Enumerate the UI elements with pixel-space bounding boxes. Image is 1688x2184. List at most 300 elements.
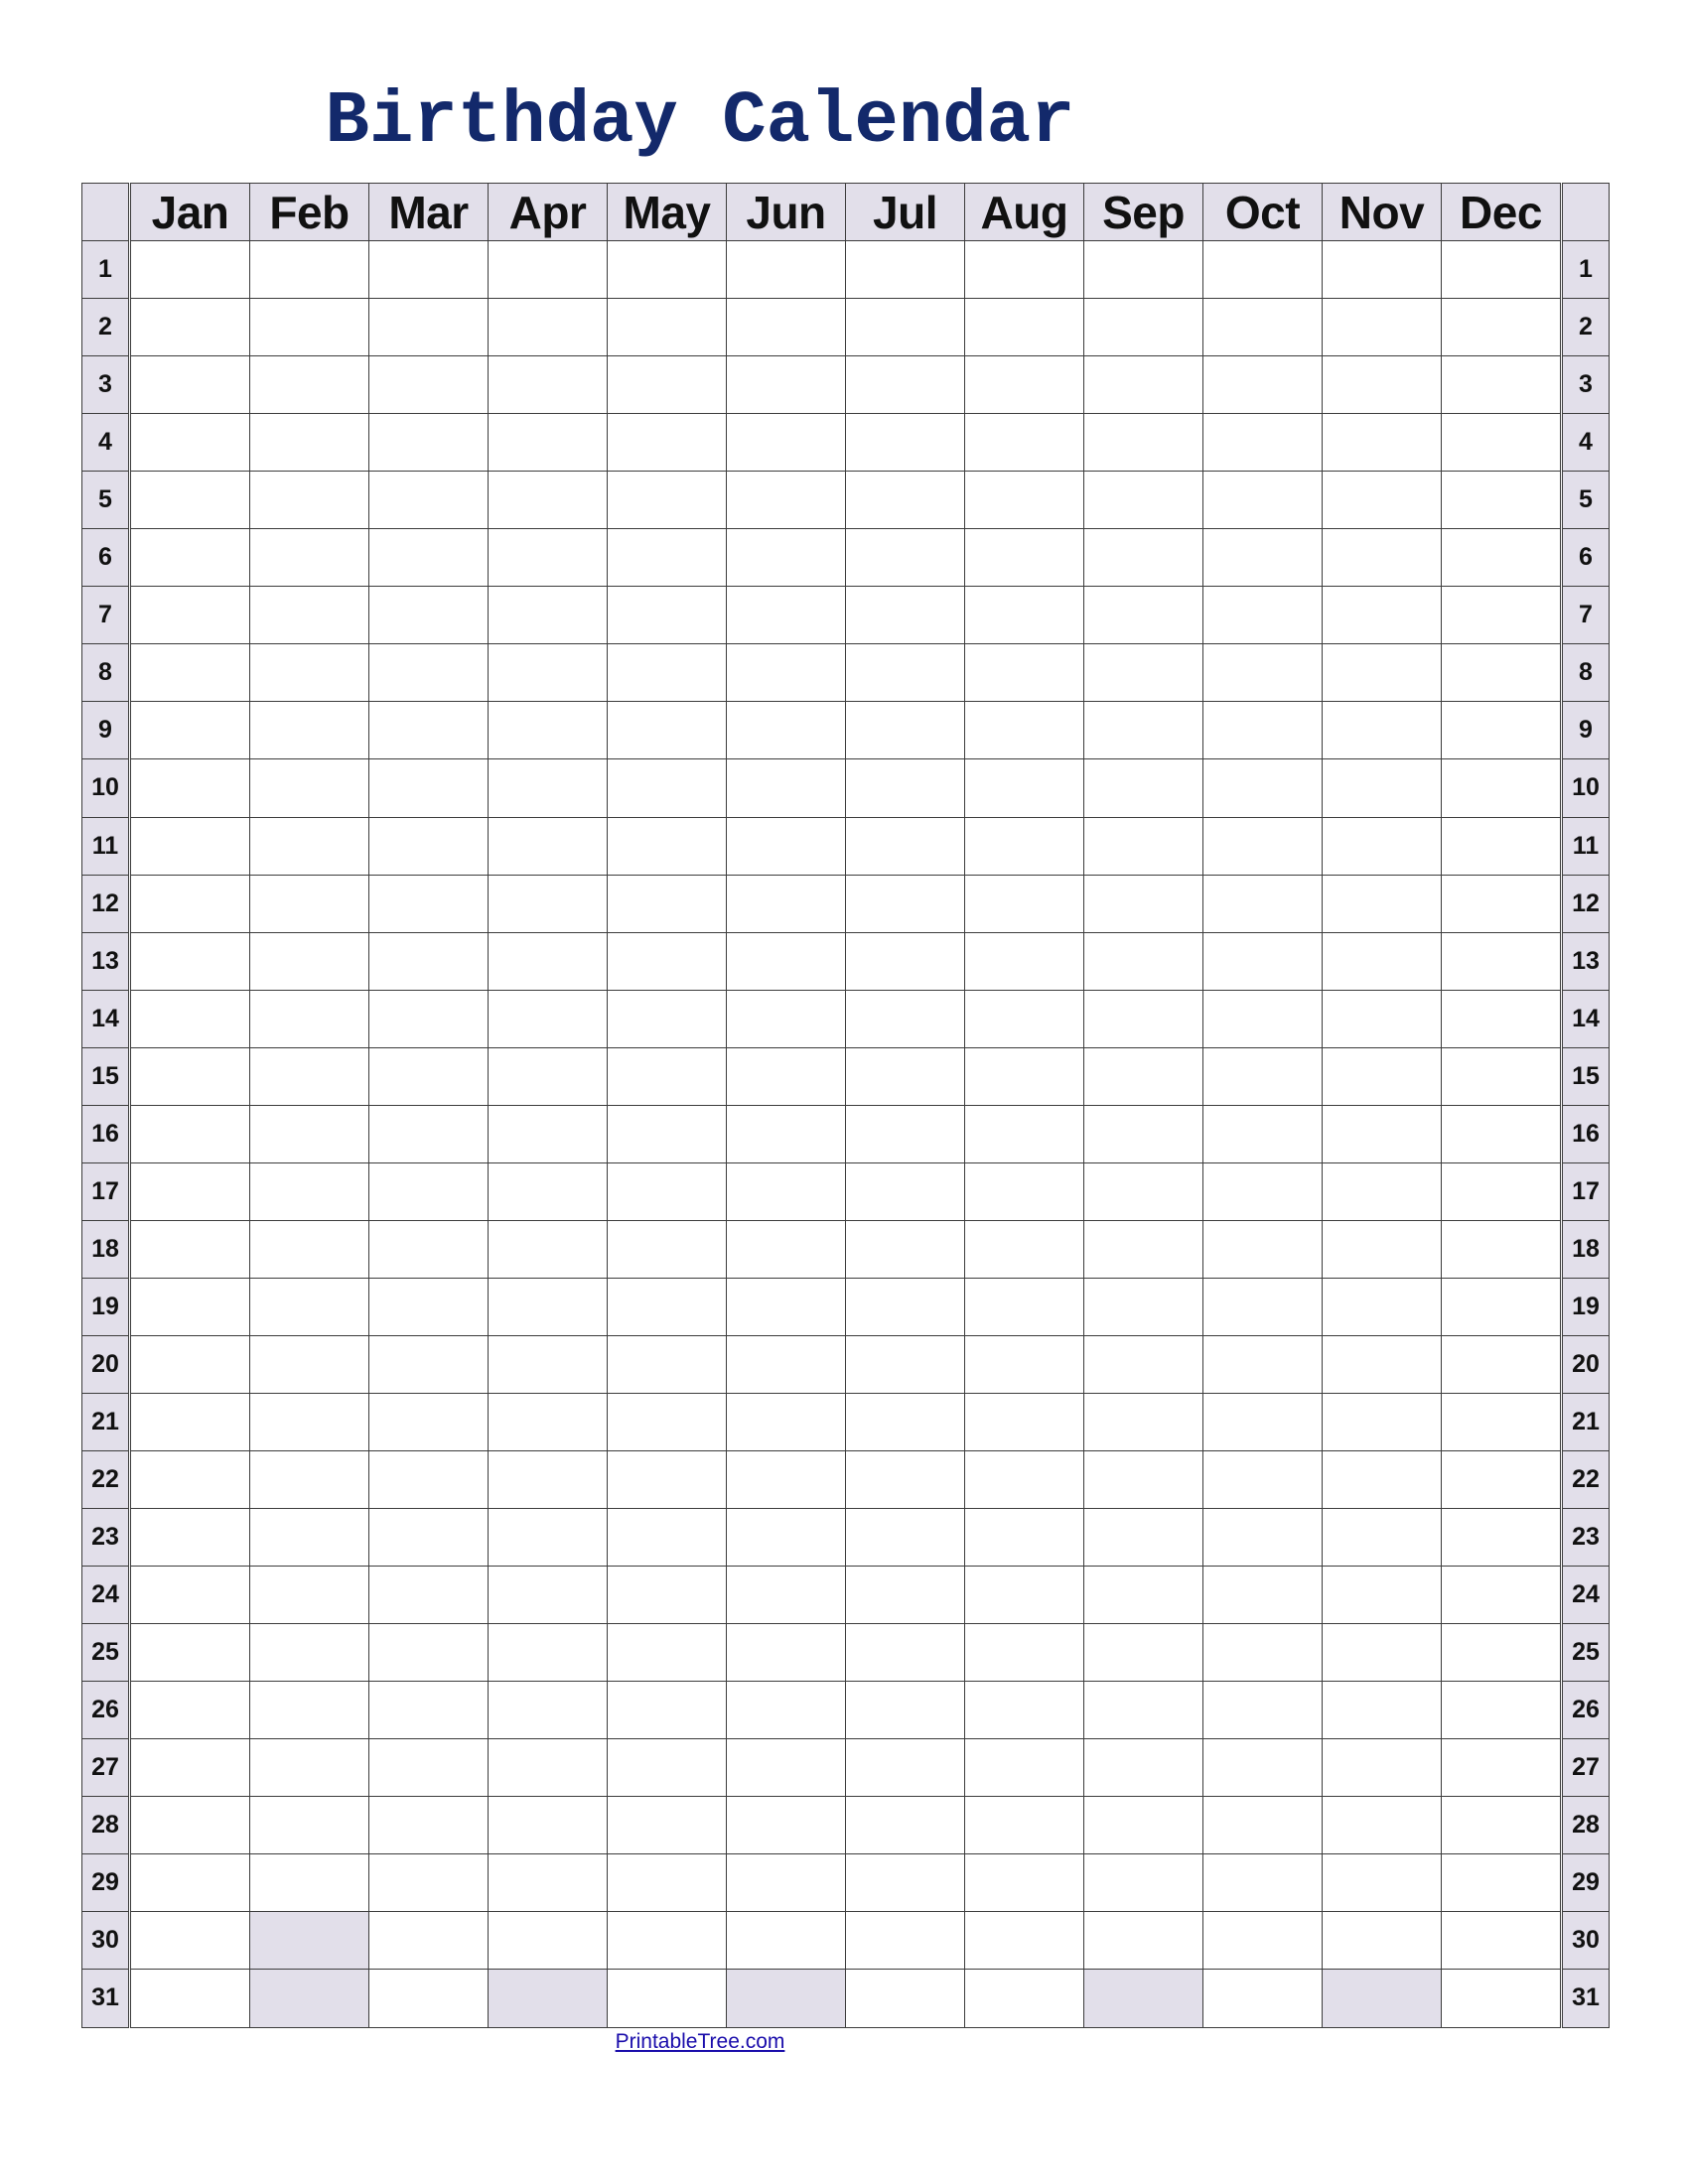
birthday-entry-cell[interactable] bbox=[369, 529, 489, 587]
birthday-entry-cell[interactable] bbox=[250, 1451, 369, 1509]
birthday-entry-cell[interactable] bbox=[1084, 1162, 1203, 1220]
birthday-entry-cell[interactable] bbox=[1323, 1624, 1442, 1682]
birthday-entry-cell[interactable] bbox=[727, 356, 846, 414]
birthday-entry-cell[interactable] bbox=[250, 1162, 369, 1220]
birthday-entry-cell[interactable] bbox=[965, 817, 1084, 875]
birthday-entry-cell[interactable] bbox=[369, 1912, 489, 1970]
birthday-entry-cell[interactable] bbox=[1203, 1509, 1323, 1567]
birthday-entry-cell[interactable] bbox=[846, 1278, 965, 1335]
birthday-entry-cell[interactable] bbox=[1084, 241, 1203, 299]
birthday-entry-cell[interactable] bbox=[250, 1624, 369, 1682]
birthday-entry-cell[interactable] bbox=[1442, 990, 1561, 1047]
birthday-entry-cell[interactable] bbox=[846, 587, 965, 644]
birthday-entry-cell[interactable] bbox=[489, 759, 608, 817]
birthday-entry-cell[interactable] bbox=[131, 759, 250, 817]
birthday-entry-cell[interactable] bbox=[489, 299, 608, 356]
birthday-entry-cell[interactable] bbox=[489, 817, 608, 875]
birthday-entry-cell[interactable] bbox=[965, 1567, 1084, 1624]
birthday-entry-cell[interactable] bbox=[608, 1220, 727, 1278]
birthday-entry-cell[interactable] bbox=[846, 875, 965, 932]
birthday-entry-cell[interactable] bbox=[608, 702, 727, 759]
birthday-entry-cell[interactable] bbox=[369, 1105, 489, 1162]
birthday-entry-cell[interactable] bbox=[1084, 1335, 1203, 1393]
birthday-entry-cell[interactable] bbox=[1323, 1105, 1442, 1162]
birthday-entry-cell[interactable] bbox=[1203, 472, 1323, 529]
birthday-entry-cell[interactable] bbox=[369, 241, 489, 299]
birthday-entry-cell[interactable] bbox=[250, 875, 369, 932]
birthday-entry-cell[interactable] bbox=[1323, 356, 1442, 414]
birthday-entry-cell[interactable] bbox=[1442, 1451, 1561, 1509]
birthday-entry-cell[interactable] bbox=[369, 1567, 489, 1624]
birthday-entry-cell[interactable] bbox=[1442, 1105, 1561, 1162]
birthday-entry-cell[interactable] bbox=[1084, 990, 1203, 1047]
birthday-entry-cell[interactable] bbox=[131, 1278, 250, 1335]
birthday-entry-cell[interactable] bbox=[250, 1105, 369, 1162]
birthday-entry-cell[interactable] bbox=[965, 702, 1084, 759]
birthday-entry-cell[interactable] bbox=[250, 529, 369, 587]
birthday-entry-cell[interactable] bbox=[727, 1335, 846, 1393]
birthday-entry-cell[interactable] bbox=[1442, 299, 1561, 356]
birthday-entry-cell[interactable] bbox=[131, 414, 250, 472]
birthday-entry-cell[interactable] bbox=[250, 1797, 369, 1854]
birthday-entry-cell[interactable] bbox=[1323, 1854, 1442, 1912]
birthday-entry-cell[interactable] bbox=[727, 1912, 846, 1970]
birthday-entry-cell[interactable] bbox=[489, 414, 608, 472]
birthday-entry-cell[interactable] bbox=[965, 1797, 1084, 1854]
birthday-entry-cell[interactable] bbox=[131, 817, 250, 875]
birthday-entry-cell[interactable] bbox=[1084, 1624, 1203, 1682]
birthday-entry-cell[interactable] bbox=[369, 1854, 489, 1912]
birthday-entry-cell[interactable] bbox=[727, 1567, 846, 1624]
birthday-entry-cell[interactable] bbox=[727, 817, 846, 875]
birthday-entry-cell[interactable] bbox=[727, 1393, 846, 1450]
birthday-entry-cell[interactable] bbox=[1442, 1393, 1561, 1450]
birthday-entry-cell[interactable] bbox=[608, 1797, 727, 1854]
birthday-entry-cell[interactable] bbox=[846, 1970, 965, 2027]
birthday-entry-cell[interactable] bbox=[489, 1105, 608, 1162]
birthday-entry-cell[interactable] bbox=[1323, 875, 1442, 932]
birthday-entry-cell[interactable] bbox=[1442, 1970, 1561, 2027]
birthday-entry-cell[interactable] bbox=[1442, 932, 1561, 990]
birthday-entry-cell[interactable] bbox=[1203, 1278, 1323, 1335]
birthday-entry-cell[interactable] bbox=[608, 817, 727, 875]
birthday-entry-cell[interactable] bbox=[608, 414, 727, 472]
birthday-entry-cell[interactable] bbox=[1084, 414, 1203, 472]
birthday-entry-cell[interactable] bbox=[1442, 1854, 1561, 1912]
birthday-entry-cell[interactable] bbox=[131, 529, 250, 587]
birthday-entry-cell[interactable] bbox=[1203, 1220, 1323, 1278]
birthday-entry-cell[interactable] bbox=[608, 1739, 727, 1797]
birthday-entry-cell[interactable] bbox=[1323, 990, 1442, 1047]
birthday-entry-cell[interactable] bbox=[250, 1335, 369, 1393]
birthday-entry-cell[interactable] bbox=[489, 1162, 608, 1220]
birthday-entry-cell[interactable] bbox=[489, 1854, 608, 1912]
birthday-entry-cell[interactable] bbox=[369, 990, 489, 1047]
birthday-entry-cell[interactable] bbox=[965, 356, 1084, 414]
birthday-entry-cell[interactable] bbox=[1203, 414, 1323, 472]
birthday-entry-cell[interactable] bbox=[846, 529, 965, 587]
birthday-entry-cell[interactable] bbox=[1203, 356, 1323, 414]
birthday-entry-cell[interactable] bbox=[1442, 1624, 1561, 1682]
birthday-entry-cell[interactable] bbox=[1323, 414, 1442, 472]
birthday-entry-cell[interactable] bbox=[608, 1047, 727, 1105]
birthday-entry-cell[interactable] bbox=[727, 1162, 846, 1220]
birthday-entry-cell[interactable] bbox=[1084, 1220, 1203, 1278]
birthday-entry-cell[interactable] bbox=[1203, 759, 1323, 817]
birthday-entry-cell[interactable] bbox=[250, 1278, 369, 1335]
birthday-entry-cell[interactable] bbox=[1084, 1509, 1203, 1567]
birthday-entry-cell[interactable] bbox=[727, 1047, 846, 1105]
birthday-entry-cell[interactable] bbox=[1084, 1451, 1203, 1509]
birthday-entry-cell[interactable] bbox=[489, 1912, 608, 1970]
birthday-entry-cell[interactable] bbox=[1442, 1797, 1561, 1854]
birthday-entry-cell[interactable] bbox=[965, 1624, 1084, 1682]
birthday-entry-cell[interactable] bbox=[1203, 1682, 1323, 1739]
birthday-entry-cell[interactable] bbox=[369, 932, 489, 990]
birthday-entry-cell[interactable] bbox=[1203, 299, 1323, 356]
birthday-entry-cell[interactable] bbox=[131, 1451, 250, 1509]
birthday-entry-cell[interactable] bbox=[1442, 1047, 1561, 1105]
birthday-entry-cell[interactable] bbox=[727, 241, 846, 299]
birthday-entry-cell[interactable] bbox=[846, 1797, 965, 1854]
birthday-entry-cell[interactable] bbox=[131, 932, 250, 990]
birthday-entry-cell[interactable] bbox=[131, 1047, 250, 1105]
birthday-entry-cell[interactable] bbox=[965, 1970, 1084, 2027]
birthday-entry-cell[interactable] bbox=[846, 241, 965, 299]
birthday-entry-cell[interactable] bbox=[1323, 644, 1442, 702]
birthday-entry-cell[interactable] bbox=[846, 1854, 965, 1912]
birthday-entry-cell[interactable] bbox=[131, 587, 250, 644]
birthday-entry-cell[interactable] bbox=[131, 1912, 250, 1970]
birthday-entry-cell[interactable] bbox=[727, 472, 846, 529]
birthday-entry-cell[interactable] bbox=[1084, 875, 1203, 932]
birthday-entry-cell[interactable] bbox=[846, 472, 965, 529]
birthday-entry-cell[interactable] bbox=[727, 1739, 846, 1797]
birthday-entry-cell[interactable] bbox=[1203, 1393, 1323, 1450]
birthday-entry-cell[interactable] bbox=[489, 356, 608, 414]
birthday-entry-cell[interactable] bbox=[965, 1278, 1084, 1335]
birthday-entry-cell[interactable] bbox=[369, 1393, 489, 1450]
birthday-entry-cell[interactable] bbox=[250, 1509, 369, 1567]
birthday-entry-cell[interactable] bbox=[1203, 529, 1323, 587]
birthday-entry-cell[interactable] bbox=[1323, 1220, 1442, 1278]
birthday-entry-cell[interactable] bbox=[1323, 702, 1442, 759]
birthday-entry-cell[interactable] bbox=[1323, 1162, 1442, 1220]
birthday-entry-cell[interactable] bbox=[1084, 1854, 1203, 1912]
birthday-entry-cell[interactable] bbox=[489, 1451, 608, 1509]
birthday-entry-cell[interactable] bbox=[489, 1278, 608, 1335]
birthday-entry-cell[interactable] bbox=[131, 1682, 250, 1739]
birthday-entry-cell[interactable] bbox=[1323, 1567, 1442, 1624]
birthday-entry-cell[interactable] bbox=[489, 875, 608, 932]
birthday-entry-cell[interactable] bbox=[1442, 1509, 1561, 1567]
birthday-entry-cell[interactable] bbox=[1084, 472, 1203, 529]
birthday-entry-cell[interactable] bbox=[965, 1393, 1084, 1450]
birthday-entry-cell[interactable] bbox=[1323, 472, 1442, 529]
birthday-entry-cell[interactable] bbox=[1084, 932, 1203, 990]
birthday-entry-cell[interactable] bbox=[965, 299, 1084, 356]
birthday-entry-cell[interactable] bbox=[1203, 587, 1323, 644]
birthday-entry-cell[interactable] bbox=[489, 1509, 608, 1567]
birthday-entry-cell[interactable] bbox=[608, 472, 727, 529]
birthday-entry-cell[interactable] bbox=[965, 529, 1084, 587]
birthday-entry-cell[interactable] bbox=[369, 587, 489, 644]
birthday-entry-cell[interactable] bbox=[1323, 1739, 1442, 1797]
birthday-entry-cell[interactable] bbox=[250, 702, 369, 759]
birthday-entry-cell[interactable] bbox=[1203, 702, 1323, 759]
birthday-entry-cell[interactable] bbox=[1084, 529, 1203, 587]
birthday-entry-cell[interactable] bbox=[727, 299, 846, 356]
birthday-entry-cell[interactable] bbox=[250, 587, 369, 644]
birthday-entry-cell[interactable] bbox=[846, 299, 965, 356]
birthday-entry-cell[interactable] bbox=[1203, 1162, 1323, 1220]
birthday-entry-cell[interactable] bbox=[1084, 1278, 1203, 1335]
birthday-entry-cell[interactable] bbox=[489, 1739, 608, 1797]
birthday-entry-cell[interactable] bbox=[250, 1739, 369, 1797]
birthday-entry-cell[interactable] bbox=[608, 1567, 727, 1624]
birthday-entry-cell[interactable] bbox=[1442, 702, 1561, 759]
birthday-entry-cell[interactable] bbox=[1323, 1912, 1442, 1970]
birthday-entry-cell[interactable] bbox=[250, 644, 369, 702]
birthday-entry-cell[interactable] bbox=[846, 1220, 965, 1278]
birthday-entry-cell[interactable] bbox=[608, 1105, 727, 1162]
birthday-entry-cell[interactable] bbox=[846, 1047, 965, 1105]
birthday-entry-cell[interactable] bbox=[369, 1278, 489, 1335]
birthday-entry-cell[interactable] bbox=[1203, 875, 1323, 932]
birthday-entry-cell[interactable] bbox=[846, 1451, 965, 1509]
birthday-entry-cell[interactable] bbox=[1442, 1162, 1561, 1220]
birthday-entry-cell[interactable] bbox=[846, 1624, 965, 1682]
birthday-entry-cell[interactable] bbox=[1442, 587, 1561, 644]
birthday-entry-cell[interactable] bbox=[965, 759, 1084, 817]
birthday-entry-cell[interactable] bbox=[965, 1509, 1084, 1567]
birthday-entry-cell[interactable] bbox=[608, 1970, 727, 2027]
birthday-entry-cell[interactable] bbox=[727, 1624, 846, 1682]
birthday-entry-cell[interactable] bbox=[1084, 356, 1203, 414]
birthday-entry-cell[interactable] bbox=[131, 241, 250, 299]
birthday-entry-cell[interactable] bbox=[1323, 1393, 1442, 1450]
birthday-entry-cell[interactable] bbox=[1203, 1451, 1323, 1509]
birthday-entry-cell[interactable] bbox=[1323, 1335, 1442, 1393]
birthday-entry-cell[interactable] bbox=[965, 1451, 1084, 1509]
birthday-entry-cell[interactable] bbox=[965, 1854, 1084, 1912]
birthday-entry-cell[interactable] bbox=[727, 1451, 846, 1509]
birthday-entry-cell[interactable] bbox=[608, 241, 727, 299]
birthday-entry-cell[interactable] bbox=[369, 875, 489, 932]
birthday-entry-cell[interactable] bbox=[1323, 932, 1442, 990]
birthday-entry-cell[interactable] bbox=[1084, 702, 1203, 759]
birthday-entry-cell[interactable] bbox=[846, 817, 965, 875]
birthday-entry-cell[interactable] bbox=[727, 644, 846, 702]
birthday-entry-cell[interactable] bbox=[965, 1105, 1084, 1162]
birthday-entry-cell[interactable] bbox=[1442, 356, 1561, 414]
birthday-entry-cell[interactable] bbox=[965, 241, 1084, 299]
birthday-entry-cell[interactable] bbox=[1323, 241, 1442, 299]
birthday-entry-cell[interactable] bbox=[1084, 1567, 1203, 1624]
birthday-entry-cell[interactable] bbox=[1323, 1797, 1442, 1854]
birthday-entry-cell[interactable] bbox=[1203, 1739, 1323, 1797]
birthday-entry-cell[interactable] bbox=[608, 1451, 727, 1509]
birthday-entry-cell[interactable] bbox=[489, 1220, 608, 1278]
birthday-entry-cell[interactable] bbox=[369, 356, 489, 414]
birthday-entry-cell[interactable] bbox=[1323, 817, 1442, 875]
birthday-entry-cell[interactable] bbox=[1084, 1393, 1203, 1450]
birthday-entry-cell[interactable] bbox=[1442, 875, 1561, 932]
birthday-entry-cell[interactable] bbox=[250, 1567, 369, 1624]
birthday-entry-cell[interactable] bbox=[1442, 472, 1561, 529]
birthday-entry-cell[interactable] bbox=[1084, 644, 1203, 702]
birthday-entry-cell[interactable] bbox=[489, 1624, 608, 1682]
birthday-entry-cell[interactable] bbox=[727, 932, 846, 990]
birthday-entry-cell[interactable] bbox=[131, 299, 250, 356]
birthday-entry-cell[interactable] bbox=[846, 1162, 965, 1220]
birthday-entry-cell[interactable] bbox=[1323, 529, 1442, 587]
birthday-entry-cell[interactable] bbox=[369, 414, 489, 472]
birthday-entry-cell[interactable] bbox=[131, 1739, 250, 1797]
birthday-entry-cell[interactable] bbox=[608, 1509, 727, 1567]
birthday-entry-cell[interactable] bbox=[1084, 1739, 1203, 1797]
birthday-entry-cell[interactable] bbox=[1203, 1854, 1323, 1912]
birthday-entry-cell[interactable] bbox=[489, 1797, 608, 1854]
birthday-entry-cell[interactable] bbox=[846, 1739, 965, 1797]
birthday-entry-cell[interactable] bbox=[846, 990, 965, 1047]
birthday-entry-cell[interactable] bbox=[965, 1162, 1084, 1220]
birthday-entry-cell[interactable] bbox=[1442, 529, 1561, 587]
birthday-entry-cell[interactable] bbox=[965, 1220, 1084, 1278]
birthday-entry-cell[interactable] bbox=[1084, 1912, 1203, 1970]
birthday-entry-cell[interactable] bbox=[608, 1912, 727, 1970]
birthday-entry-cell[interactable] bbox=[131, 1624, 250, 1682]
birthday-entry-cell[interactable] bbox=[131, 472, 250, 529]
birthday-entry-cell[interactable] bbox=[846, 932, 965, 990]
birthday-entry-cell[interactable] bbox=[608, 990, 727, 1047]
birthday-entry-cell[interactable] bbox=[1084, 1797, 1203, 1854]
birthday-entry-cell[interactable] bbox=[727, 1220, 846, 1278]
birthday-entry-cell[interactable] bbox=[369, 1739, 489, 1797]
birthday-entry-cell[interactable] bbox=[250, 1220, 369, 1278]
birthday-entry-cell[interactable] bbox=[369, 1682, 489, 1739]
birthday-entry-cell[interactable] bbox=[369, 817, 489, 875]
birthday-entry-cell[interactable] bbox=[250, 1854, 369, 1912]
birthday-entry-cell[interactable] bbox=[727, 1278, 846, 1335]
birthday-entry-cell[interactable] bbox=[131, 702, 250, 759]
birthday-entry-cell[interactable] bbox=[846, 1509, 965, 1567]
birthday-entry-cell[interactable] bbox=[1442, 644, 1561, 702]
birthday-entry-cell[interactable] bbox=[1442, 1567, 1561, 1624]
birthday-entry-cell[interactable] bbox=[369, 1335, 489, 1393]
birthday-entry-cell[interactable] bbox=[1203, 1912, 1323, 1970]
birthday-entry-cell[interactable] bbox=[131, 356, 250, 414]
birthday-entry-cell[interactable] bbox=[131, 1970, 250, 2027]
birthday-entry-cell[interactable] bbox=[131, 1162, 250, 1220]
birthday-entry-cell[interactable] bbox=[1323, 299, 1442, 356]
birthday-entry-cell[interactable] bbox=[369, 472, 489, 529]
birthday-entry-cell[interactable] bbox=[1203, 1047, 1323, 1105]
birthday-entry-cell[interactable] bbox=[608, 299, 727, 356]
birthday-entry-cell[interactable] bbox=[1323, 759, 1442, 817]
birthday-entry-cell[interactable] bbox=[489, 1393, 608, 1450]
birthday-entry-cell[interactable] bbox=[1442, 1739, 1561, 1797]
birthday-entry-cell[interactable] bbox=[131, 1335, 250, 1393]
birthday-entry-cell[interactable] bbox=[1323, 1278, 1442, 1335]
birthday-entry-cell[interactable] bbox=[608, 759, 727, 817]
birthday-entry-cell[interactable] bbox=[1323, 1047, 1442, 1105]
birthday-entry-cell[interactable] bbox=[489, 702, 608, 759]
birthday-entry-cell[interactable] bbox=[608, 356, 727, 414]
birthday-entry-cell[interactable] bbox=[250, 241, 369, 299]
birthday-entry-cell[interactable] bbox=[489, 472, 608, 529]
birthday-entry-cell[interactable] bbox=[1442, 759, 1561, 817]
birthday-entry-cell[interactable] bbox=[965, 1335, 1084, 1393]
birthday-entry-cell[interactable] bbox=[489, 1335, 608, 1393]
birthday-entry-cell[interactable] bbox=[369, 1162, 489, 1220]
birthday-entry-cell[interactable] bbox=[131, 1105, 250, 1162]
birthday-entry-cell[interactable] bbox=[1323, 1509, 1442, 1567]
birthday-entry-cell[interactable] bbox=[965, 932, 1084, 990]
birthday-entry-cell[interactable] bbox=[608, 1335, 727, 1393]
birthday-entry-cell[interactable] bbox=[1203, 1624, 1323, 1682]
footer-link[interactable]: PrintableTree.com bbox=[615, 2030, 785, 2053]
birthday-entry-cell[interactable] bbox=[727, 1797, 846, 1854]
birthday-entry-cell[interactable] bbox=[131, 1509, 250, 1567]
birthday-entry-cell[interactable] bbox=[369, 1451, 489, 1509]
birthday-entry-cell[interactable] bbox=[369, 759, 489, 817]
birthday-entry-cell[interactable] bbox=[846, 1335, 965, 1393]
birthday-entry-cell[interactable] bbox=[965, 587, 1084, 644]
birthday-entry-cell[interactable] bbox=[608, 875, 727, 932]
birthday-entry-cell[interactable] bbox=[489, 529, 608, 587]
birthday-entry-cell[interactable] bbox=[727, 414, 846, 472]
birthday-entry-cell[interactable] bbox=[489, 1047, 608, 1105]
birthday-entry-cell[interactable] bbox=[489, 587, 608, 644]
birthday-entry-cell[interactable] bbox=[965, 1682, 1084, 1739]
birthday-entry-cell[interactable] bbox=[846, 1912, 965, 1970]
birthday-entry-cell[interactable] bbox=[727, 875, 846, 932]
birthday-entry-cell[interactable] bbox=[727, 1105, 846, 1162]
birthday-entry-cell[interactable] bbox=[369, 1970, 489, 2027]
birthday-entry-cell[interactable] bbox=[131, 1393, 250, 1450]
birthday-entry-cell[interactable] bbox=[965, 1739, 1084, 1797]
birthday-entry-cell[interactable] bbox=[965, 414, 1084, 472]
birthday-entry-cell[interactable] bbox=[250, 1047, 369, 1105]
birthday-entry-cell[interactable] bbox=[250, 1682, 369, 1739]
birthday-entry-cell[interactable] bbox=[489, 644, 608, 702]
birthday-entry-cell[interactable] bbox=[1323, 1451, 1442, 1509]
birthday-entry-cell[interactable] bbox=[250, 817, 369, 875]
birthday-entry-cell[interactable] bbox=[131, 1854, 250, 1912]
birthday-entry-cell[interactable] bbox=[489, 1567, 608, 1624]
birthday-entry-cell[interactable] bbox=[608, 529, 727, 587]
birthday-entry-cell[interactable] bbox=[846, 414, 965, 472]
birthday-entry-cell[interactable] bbox=[1084, 1682, 1203, 1739]
birthday-entry-cell[interactable] bbox=[131, 875, 250, 932]
birthday-entry-cell[interactable] bbox=[965, 472, 1084, 529]
birthday-entry-cell[interactable] bbox=[846, 356, 965, 414]
birthday-entry-cell[interactable] bbox=[727, 1682, 846, 1739]
birthday-entry-cell[interactable] bbox=[846, 1105, 965, 1162]
birthday-entry-cell[interactable] bbox=[965, 644, 1084, 702]
birthday-entry-cell[interactable] bbox=[727, 702, 846, 759]
birthday-entry-cell[interactable] bbox=[727, 529, 846, 587]
birthday-entry-cell[interactable] bbox=[846, 759, 965, 817]
birthday-entry-cell[interactable] bbox=[727, 1854, 846, 1912]
birthday-entry-cell[interactable] bbox=[846, 644, 965, 702]
birthday-entry-cell[interactable] bbox=[1203, 817, 1323, 875]
birthday-entry-cell[interactable] bbox=[131, 1567, 250, 1624]
birthday-entry-cell[interactable] bbox=[369, 1047, 489, 1105]
birthday-entry-cell[interactable] bbox=[489, 990, 608, 1047]
birthday-entry-cell[interactable] bbox=[1084, 759, 1203, 817]
